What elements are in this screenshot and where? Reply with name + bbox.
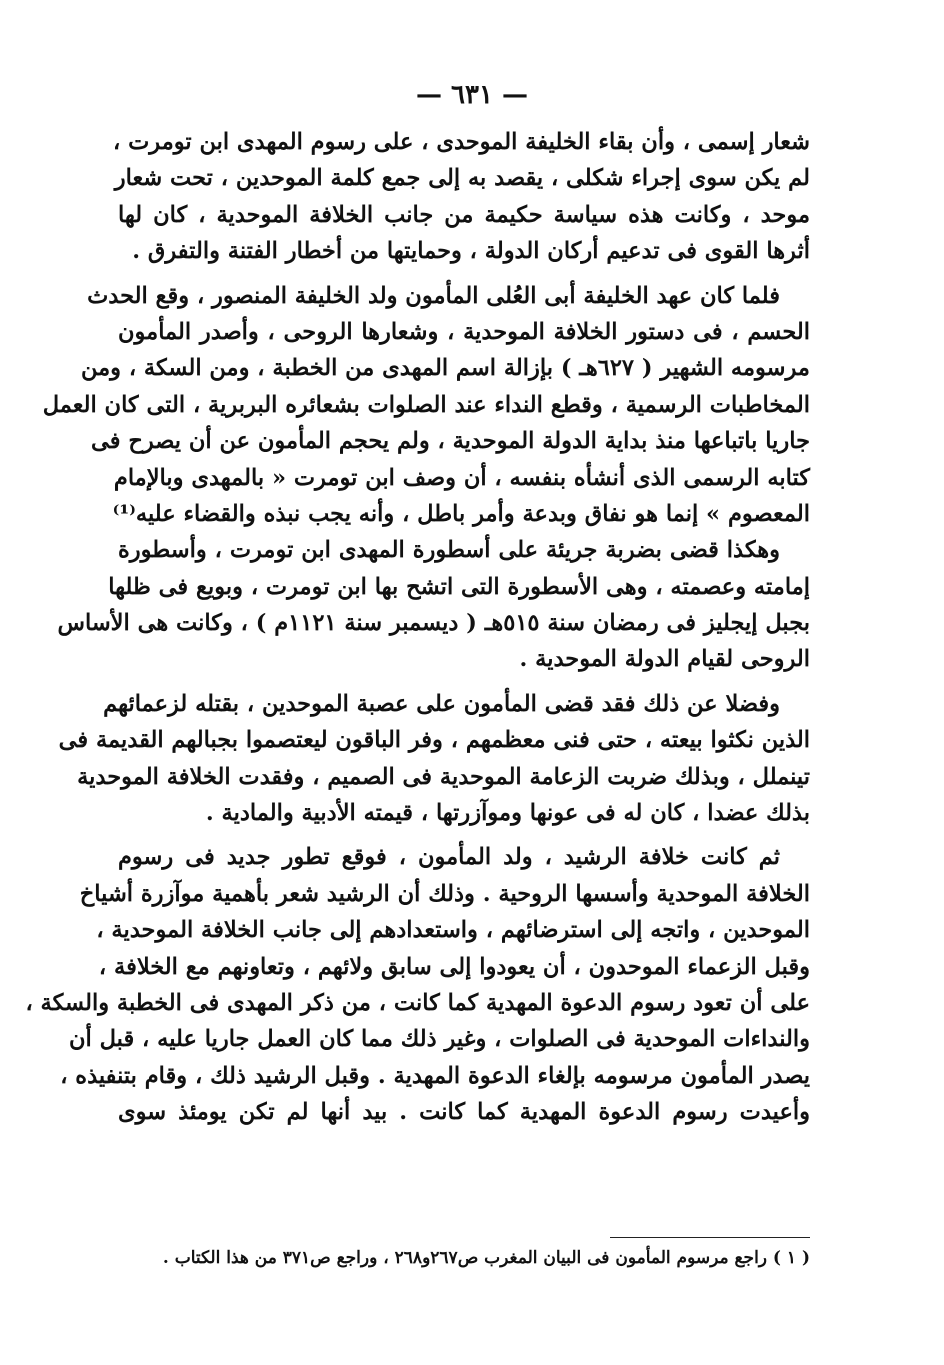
text-line: تينملل ، وبذلك ضربت الزعامة الموحدية فى الصميم ، وفقدت الخلافة الموحدية: [77, 763, 810, 790]
text-line: والنداءات الموحدية فى الصلوات ، وغير ذلك مما كان العمل جاريا عليه ، قبل أن: [69, 1026, 810, 1053]
text-line: شعار إسمى ، وأن بقاء الخليفة الموحدى ، على رسوم المهدى ابن تومرت ،: [113, 129, 810, 155]
text-line: جاريا باتباعها منذ بداية الدولة الموحدية ، ولم يحجم المأمون عن أن يصرح فى: [90, 428, 810, 455]
text-line: إمامته وعصمته ، وهى الأسطورة التى اتشح بها ابن تومرت ، وبويع فى ظلها: [108, 573, 810, 600]
text-line: الحسم ، فى دستور الخلافة الموحدية ، وشعارها الروحى ، وأصدر المأمون: [118, 318, 810, 345]
text-line: لم يكن سوى إجراء شكلى ، يقصد به إلى جمع كلمة الموحدين ، تحت شعار: [114, 165, 810, 192]
body-text: [25, 124, 810, 1131]
footnote: ( ١ ) راجع مرسوم المأمون فى البيان المغرب ص٢٦٧و٢٦٨ ، وراجع ص٣٧١ من هذا الكتاب .: [162, 1248, 810, 1268]
text-line: وأعيدت رسوم الدعوة المهدية كما كانت . بيد أنها لم تكن يومئذ سوى: [118, 1099, 810, 1126]
text-line: المعصوم » إنما هو نفاق وبدعة وأمر باطل ، وأنه يجب نبذه والقضاء عليه⁽¹⁾: [112, 500, 810, 527]
text-line: الروحى لقيام الدولة الموحدية .: [519, 646, 810, 673]
text-line: أثرها القوى فى تدعيم أركان الدولة ، وحمايتها من أخطار الفتنة والتفرق .: [132, 238, 810, 265]
text-line: الموحدين ، واتجه إلى استرضائهم ، واستعدادهم إلى جانب الخلافة الموحدية ،: [96, 917, 810, 944]
text-line: مرسومه الشهير ( ٦٢٧هـ ) بإزالة اسم المهدى من الخطبة ، ومن السكة ، ومن: [80, 355, 810, 382]
text-line: وفضلا عن ذلك فقد قضى المأمون على عصبة الموحدين ، بقتله لزعمائهم: [103, 690, 780, 717]
text-line: موحد ، وكانت هذه سياسة حكيمة من جانب الخلافة الموحدية ، كان لها: [118, 201, 810, 228]
text-line: وقبل الزعماء الموحدون ، أن يعودوا إلى سابق ولائهم ، وتعاونهم مع الخلافة ،: [98, 953, 810, 980]
text-line: وهكذا قضى بضربة جريئة على أسطورة المهدى ابن تومرت ، وأسطورة: [118, 537, 780, 564]
text-line: بذلك عضدا ، كان له فى عونها وموآزرتها ، قيمته الأدبية والمادية .: [205, 800, 810, 827]
text-line: فلما كان عهد الخليفة أبى العُلى المأمون ولد الخليفة المنصور ، وقع الحدث: [87, 282, 780, 309]
text-line: بجبل إيجليز فى رمضان سنة ٥١٥هـ ( ديسمبر سنة ١١٢١م ) ، وكانت هى الأساس: [57, 610, 810, 637]
text-line: يصدر المأمون مرسومه بإلغاء الدعوة المهدية . وقبل الرشيد ذلك ، وقام بتنفيذه ،: [60, 1062, 810, 1089]
page-number: — ٦٣١ —: [415, 80, 529, 110]
text-line: الخلافة الموحدية وأسسها الروحية . وذلك أن الرشيد شعر بأهمية موآزرة أشياخ: [79, 880, 810, 907]
footnote-divider: [610, 1237, 810, 1238]
text-line: الذين نكثوا بيعته ، حتى فنى معظمهم ، وفر الباقون ليعتصموا بجبالهم القديمة فى: [58, 727, 810, 754]
text-line: كتابه الرسمى الذى أنشأه بنفسه ، أن وصف ابن تومرت « بالمهدى وبالإمام: [113, 464, 810, 491]
text-line: ثم كانت خلافة الرشيد ، ولد المأمون ، فوقع تطور جديد فى رسوم: [118, 844, 780, 871]
text-line: على أن تعود رسوم الدعوة المهدية كما كانت ، من ذكر المهدى فى الخطبة والسكة ،: [25, 989, 810, 1016]
text-line: المخاطبات الرسمية ، وقطع النداء عند الصلوات بشعائره البربرية ، التى كان العمل: [42, 391, 810, 418]
